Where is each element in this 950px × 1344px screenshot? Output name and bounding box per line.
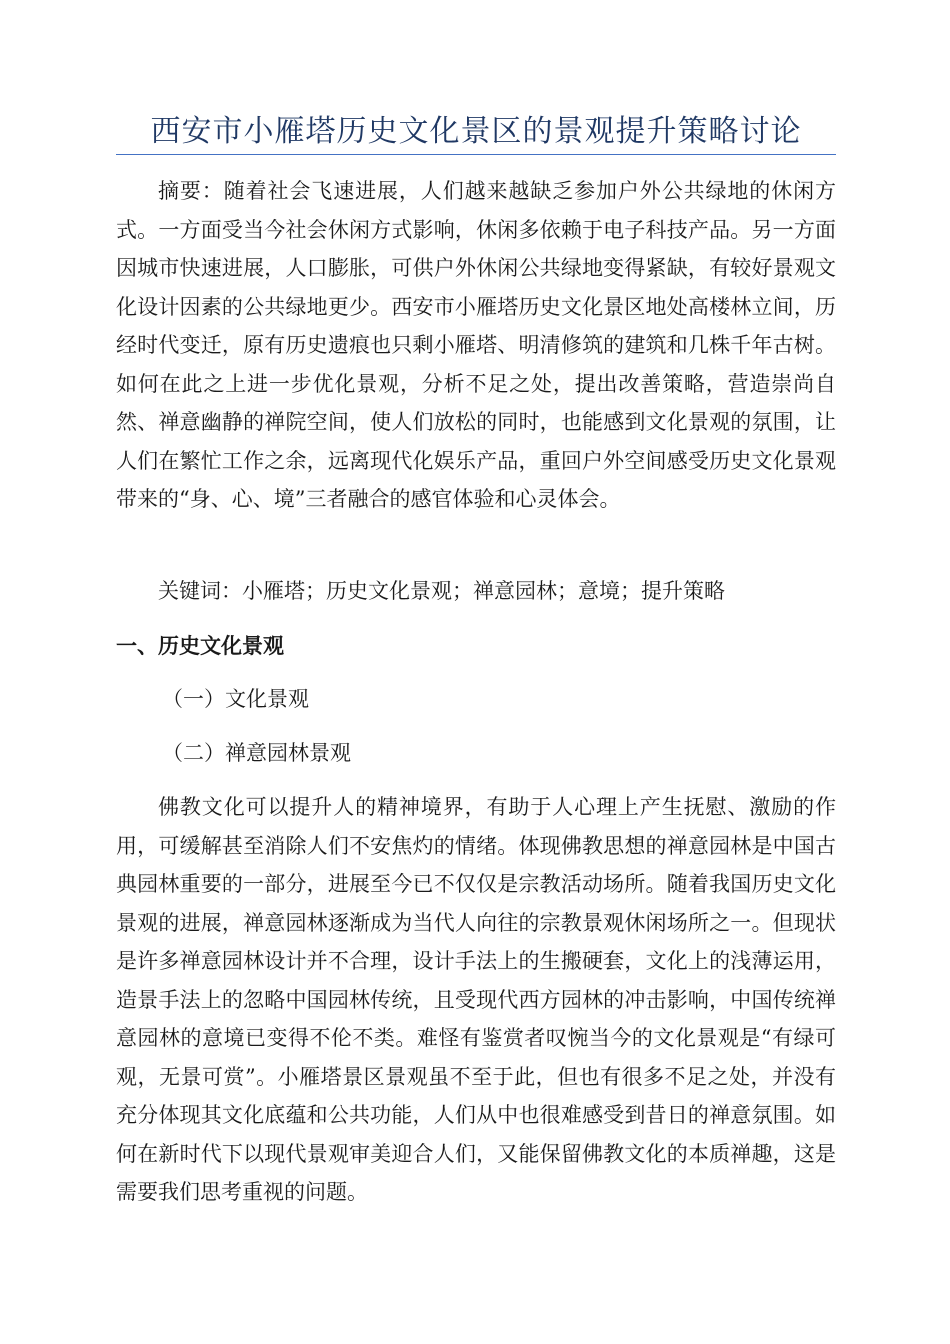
- body-paragraph: 佛教文化可以提升人的精神境界，有助于人心理上产生抚慰、激励的作用，可缓解甚至消除人们不安焦灼的情绪。体现佛教思想的禅意园林是中国古典园林重要的一部分，进展至今已不仅仅是宗教活动场所。随着我国历史文化景观的进展，禅意园林逐渐成为当代人向往的宗教景观休闲场所之一。但现状是许多禅意园林设计并不合理，设计手法上的生搬硬套，文化上的浅薄运用，造景手法上的忽略中国园林传统，且受现代西方园林的冲击影响，中国传统禅意园林的意境已变得不伦不类。难怪有鉴赏者叹惋当今的文化景观是“有绿可观，无景可赏”。小雁塔景区景观虽不至于此，但也有很多不足之处，并没有充分体现其文化底蕴和公共功能，人们从中也很难感受到昔日的禅意氛围。如何在新时代下以现代景观审美迎合人们，又能保留佛教文化的本质禅趣，这是需要我们思考重视的问题。: [116, 795, 836, 1204]
- section-heading-1: 一、历史文化景观: [116, 634, 284, 658]
- document-title: 西安市小雁塔历史文化景区的景观提升策略讨论: [150, 114, 802, 149]
- abstract-paragraph: 摘要：随着社会飞速进展，人们越来越缺乏参加户外公共绿地的休闲方式。一方面受当今社会休闲方式影响，休闲多依赖于电子科技产品。另一方面因城市快速进展，人口膨胀，可供户外休闲公共绿地变得紧缺，有较好景观文化设计因素的公共绿地更少。西安市小雁塔历史文化景区地处高楼林立间，历经时代变迁，原有历史遗痕也只剩小雁塔、明清修筑的建筑和几株千年古树。如何在此之上进一步优化景观，分析不足之处，提出改善策略，营造崇尚自然、禅意幽静的禅院空间，使人们放松的同时，也能感到文化景观的氛围，让人们在繁忙工作之余，远离现代化娱乐产品，重回户外空间感受历史文化景观带来的“身、心、境”三者融合的感官体验和心灵体会。: [116, 179, 836, 511]
- keywords-line: 关键词：小雁塔；历史文化景观；禅意园林；意境；提升策略: [158, 579, 725, 603]
- title-underline: [116, 154, 836, 155]
- subsection-heading-zen-garden: （二）禅意园林景观: [162, 741, 351, 765]
- subsection-heading-culture-landscape: （一）文化景观: [162, 687, 309, 711]
